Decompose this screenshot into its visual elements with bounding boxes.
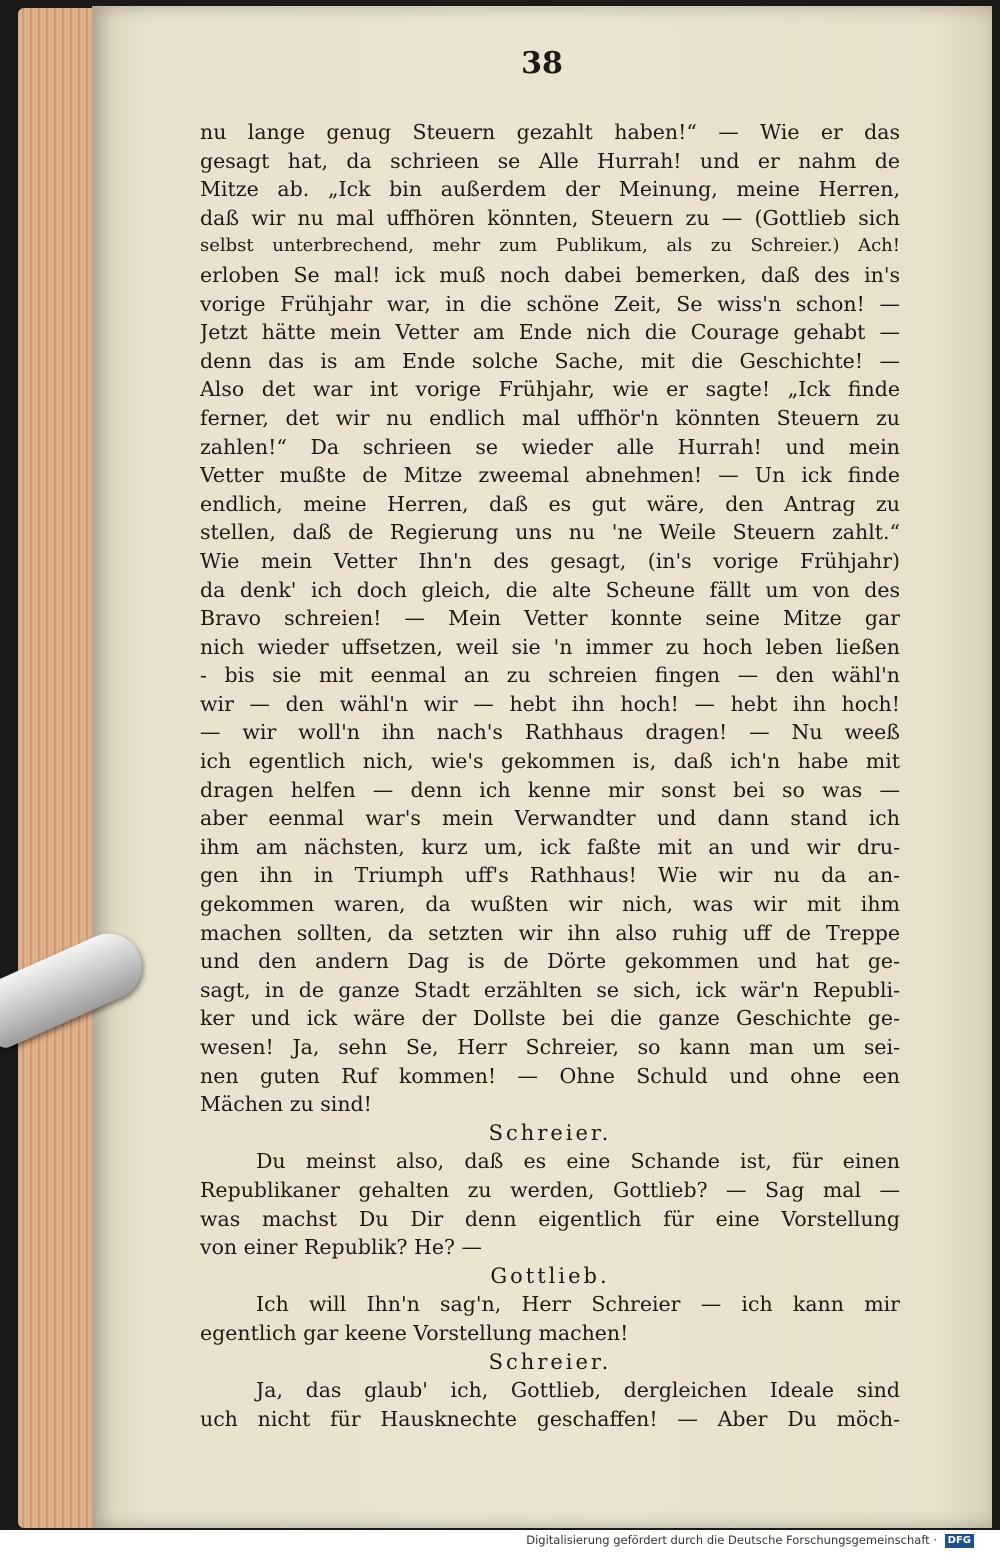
text-line: und den andern Dag is de Dörte gekommen und hat ge- [200,949,900,974]
text-line: nich wieder uffsetzen, weil sie 'n immer zu hoch leben ließen [200,634,900,659]
text-line: Mächen zu sind! [200,1092,372,1117]
text-line: sagt, in de ganze Stadt erzählten se sich, ick wär'n Republi- [200,977,900,1002]
speaker-name: Schreier. [488,1349,612,1374]
text-line: ferner, det wir nu endlich mal uffhör'n könnten Steuern zu [200,405,900,430]
page-number: 38 [521,46,563,81]
book-page [92,6,992,1528]
text-line: wir — den wähl'n wir — hebt ihn hoch! — hebt ihn hoch! [200,691,900,716]
text-line: Wie mein Vetter Ihn'n des gesagt, (in's vorige Frühjahr) [200,548,900,573]
text-line: - bis sie mit eenmal an zu schreien fingen — den wähl'n [200,663,900,688]
funding-footer: Digitalisierung gefördert durch die Deutsche Forschungsgemeinschaft · DFG [0,1533,1000,1553]
text-line: ich egentlich nich, wie's gekommen is, daß ich'n habe mit [200,749,900,774]
text-line: erloben Se mal! ick muß noch dabei bemerken, daß des in's [200,262,900,287]
speaker-name: Schreier. [488,1120,612,1145]
text-line: egentlich gar keene Vorstellung machen! [200,1320,629,1345]
text-line: was machst Du Dir denn eigentlich für eine Vorstellung [200,1206,900,1231]
text-line: Du meinst also, daß es eine Schande ist, für einen [256,1149,900,1174]
footer-text: Digitalisierung gefördert durch die Deutsche Forschungsgemeinschaft [526,1533,930,1547]
text-line: ihm am nächsten, kurz um, ick faßte mit an und wir dru- [200,834,900,859]
text-line: selbst unterbrechend, mehr zum Publikum, als zu Schreier.) Ach! [200,235,900,257]
text-line: dragen helfen — denn ich kenne mir sonst bei so was — [200,777,900,802]
speaker-name: Gottlieb. [490,1263,610,1288]
text-line: Republikaner gehalten zu werden, Gottlieb? — Sag mal — [200,1177,900,1202]
text-line: endlich, meine Herren, daß es gut wäre, den Antrag zu [200,491,900,516]
text-line: Bravo schreien! — Mein Vetter konnte seine Mitze gar [200,606,900,631]
text-line: stellen, daß de Regierung uns nu 'ne Weile Steuern zahlt.“ [200,520,900,545]
text-block [200,118,900,1433]
text-line: aber eenmal war's mein Verwandter und dann stand ich [200,806,900,831]
text-line: Also det war int vorige Frühjahr, wie er sagte! „Ick finde [200,377,900,402]
text-line: uch nicht für Hausknechte geschaffen! — Aber Du möch- [200,1406,900,1431]
text-line: vorige Frühjahr war, in die schöne Zeit, Se wiss'n schon! — [200,291,900,316]
text-line: wesen! Ja, sehn Se, Herr Schreier, so kann man um sei- [200,1035,900,1059]
text-line: von einer Republik? He? — [200,1235,483,1260]
text-line: gen ihn in Triumph uff's Rathhaus! Wie wir nu da an- [200,863,900,888]
text-line: Jetzt hätte mein Vetter am Ende nich die Courage gehabt — [200,320,900,345]
dfg-logo-icon: DFG [945,1534,974,1548]
text-line: Vetter mußte de Mitze zweemal abnehmen! — Un ick finde [200,463,900,488]
text-line: nu lange genug Steuern gezahlt haben!“ — Wie er das [200,120,900,144]
text-line: denn das is am Ende solche Sache, mit die Geschichte! — [200,348,900,373]
text-line: daß wir nu mal uffhören könnten, Steuern zu — (Gottlieb sich [200,205,900,230]
text-line: machen sollten, da setzten wir ihn also ruhig uff de Treppe [200,920,900,945]
text-line: gekommen waren, da wußten wir nich, was wir mit ihm [200,892,900,917]
text-line: ker und ick wäre der Dollste bei die ganze Geschichte ge- [200,1006,900,1031]
text-line: Mitze ab. „Ick bin außerdem der Meinung, meine Herren, [200,177,900,202]
text-line: zahlen!“ Da schrieen se wieder alle Hurrah! und mein [200,434,900,459]
text-line: Ich will Ihn'n sag'n, Herr Schreier — ich kann mir [256,1292,900,1317]
text-line: gesagt hat, da schrieen se Alle Hurrah! und er nahm de [200,148,900,173]
text-line: nen guten Ruf kommen! — Ohne Schuld und ohne een [200,1063,900,1088]
text-line: — wir woll'n ihn nach's Rathhaus dragen! — Nu weeß [200,720,900,745]
text-line: da denk' ich doch gleich, die alte Scheune fällt um von des [200,577,900,602]
text-line: Ja, das glaub' ich, Gottlieb, dergleichen Ideale sind [256,1378,900,1403]
